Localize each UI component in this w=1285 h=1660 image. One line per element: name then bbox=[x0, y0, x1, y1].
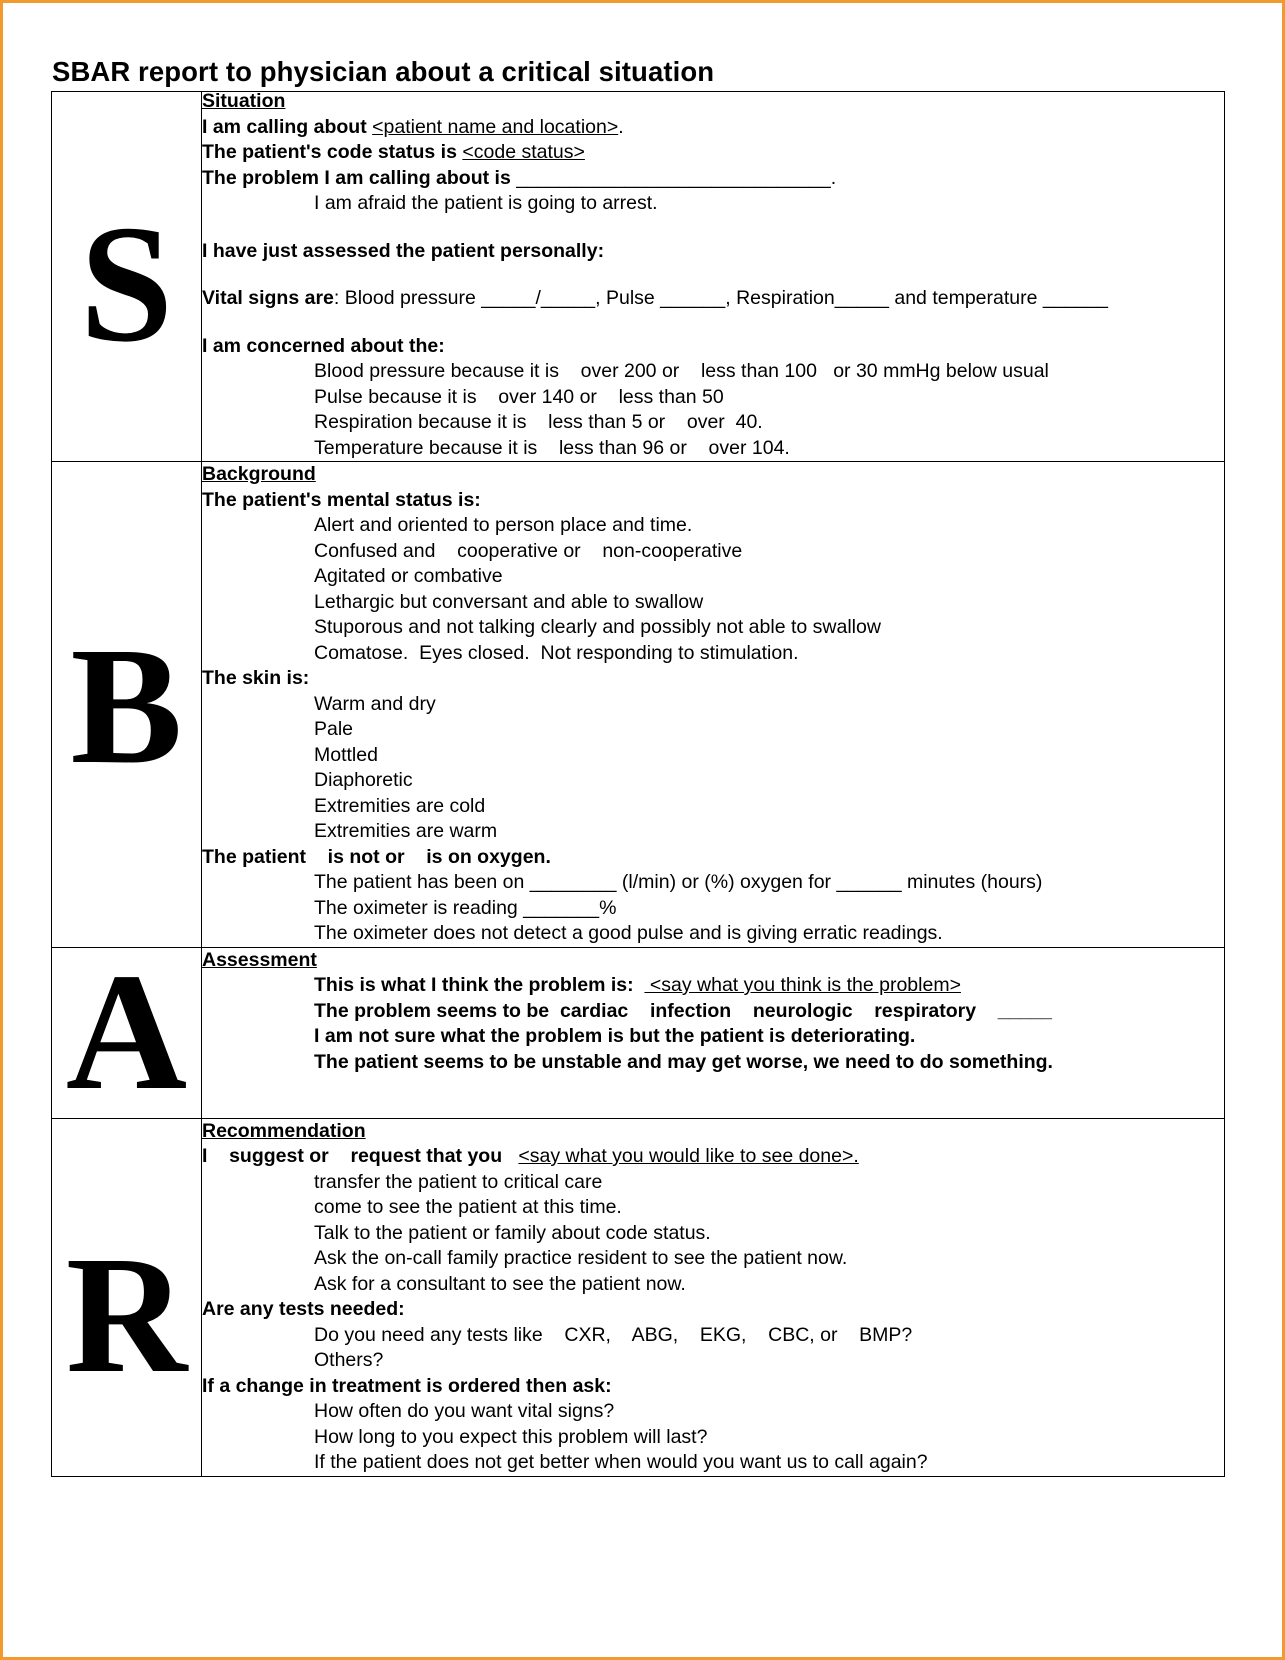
suggestion-item: Talk to the patient or family about code status. bbox=[314, 1221, 711, 1244]
mental-status-option: Agitated or combative bbox=[314, 565, 503, 587]
recommendation-row bbox=[52, 1118, 1225, 1476]
recommendation-content bbox=[202, 1118, 1225, 1476]
mental-status-label: The patient's mental status is: bbox=[202, 488, 481, 511]
change-label: If a change in treatment is ordered then ask: bbox=[202, 1374, 612, 1397]
tests-item: Do you need any tests like CXR, ABG, EKG, CBC, or BMP? bbox=[314, 1323, 913, 1346]
situation-row bbox=[52, 92, 1225, 462]
skin-option: Mottled bbox=[314, 743, 378, 766]
oxygen-line: The oximeter is reading _______% bbox=[314, 896, 617, 919]
vital-signs-blanks: : Blood pressure _____/_____, Pulse ______, Respiration_____ and temperature ______ bbox=[333, 287, 1108, 309]
suggest-blank: <say what you would like to see done>. bbox=[518, 1145, 859, 1167]
situation-letter-cell bbox=[52, 92, 202, 462]
vital-signs-line bbox=[202, 286, 1224, 312]
concern-item: Pulse because it is over 140 or less than 50 bbox=[314, 385, 724, 408]
assessment-content bbox=[202, 947, 1225, 1118]
mental-status-option: Confused and cooperative or non-cooperative bbox=[314, 539, 743, 562]
recommendation-letter: R bbox=[65, 1221, 188, 1408]
skin-option: Extremities are cold bbox=[314, 794, 486, 817]
skin-label: The skin is: bbox=[202, 667, 310, 689]
code-status-line: The patient's code status is <code status> bbox=[202, 141, 585, 163]
unstable-line: The patient seems to be unstable and may get worse, we need to do something. bbox=[314, 1050, 1053, 1073]
situation-letter: S bbox=[79, 191, 174, 377]
seems-line: The problem seems to be cardiac infection neurologic respiratory _____ bbox=[314, 999, 1052, 1022]
problem-line: The problem I am calling about is _____________________________. bbox=[202, 166, 837, 189]
seems-blank: _____ bbox=[997, 999, 1052, 1022]
concern-item: Blood pressure because it is over 200 or less than 100 or 30 mmHg below usual bbox=[314, 360, 1049, 382]
oxygen-line: The patient has been on ________ (l/min) or (%) oxygen for ______ minutes (hours) bbox=[314, 871, 1043, 893]
background-row bbox=[52, 462, 1225, 948]
situation-content bbox=[202, 92, 1225, 462]
page-title: SBAR report to physician about a critical situation bbox=[52, 56, 715, 87]
concern-item: Respiration because it is less than 5 or over 40. bbox=[314, 411, 763, 433]
change-question: How long to you expect this problem will last? bbox=[314, 1425, 708, 1448]
skin-option: Warm and dry bbox=[314, 692, 436, 715]
recommendation-letter-cell bbox=[52, 1118, 202, 1476]
suggestion-item: come to see the patient at this time. bbox=[314, 1196, 622, 1218]
concerned-line: I am concerned about the: bbox=[202, 334, 445, 357]
suggestion-item: transfer the patient to critical care bbox=[314, 1170, 603, 1193]
think-blank: <say what you think is the problem> bbox=[644, 974, 961, 996]
change-question: If the patient does not get better when would you want us to call again? bbox=[314, 1451, 928, 1473]
oxygen-label: The patient is not or is on oxygen. bbox=[202, 845, 551, 868]
sbar-table bbox=[51, 91, 1225, 1477]
situation-heading: Situation bbox=[202, 90, 286, 112]
background-letter-cell bbox=[52, 462, 202, 948]
tests-item: Others? bbox=[314, 1349, 384, 1371]
not-sure-line: I am not sure what the problem is but the patient is deteriorating. bbox=[314, 1025, 916, 1047]
background-letter: B bbox=[70, 613, 183, 799]
skin-option: Diaphoretic bbox=[314, 769, 413, 791]
assessment-letter: A bbox=[65, 938, 188, 1125]
think-line: This is what I think the problem is: <say what you think is the problem> bbox=[314, 974, 961, 996]
suggest-line: I suggest or request that you <say what you would like to see done>. bbox=[202, 1145, 859, 1167]
suggestion-item: Ask the on-call family practice resident to see the patient now. bbox=[314, 1247, 848, 1269]
background-heading: Background bbox=[202, 463, 316, 485]
tests-label: Are any tests needed: bbox=[202, 1298, 405, 1320]
mental-status-option: Comatose. Eyes closed. Not responding to stimulation. bbox=[314, 641, 799, 664]
skin-option: Extremities are warm bbox=[314, 820, 498, 842]
calling-about-line: I am calling about <patient name and location>. bbox=[202, 115, 624, 138]
recommendation-heading: Recommendation bbox=[202, 1119, 366, 1142]
change-question: How often do you want vital signs? bbox=[314, 1400, 615, 1422]
patient-name-blank: <patient name and location> bbox=[372, 115, 619, 138]
mental-status-option: Alert and oriented to person place and time. bbox=[314, 514, 693, 536]
concern-item: Temperature because it is less than 96 or over 104. bbox=[314, 436, 790, 459]
assessment-letter-cell bbox=[52, 938, 202, 1125]
skin-option: Pale bbox=[314, 718, 354, 740]
oxygen-line: The oximeter does not detect a good pulse and is giving erratic readings. bbox=[314, 922, 943, 944]
background-content bbox=[202, 462, 1225, 948]
assessment-heading: Assessment bbox=[202, 948, 317, 971]
suggestion-item: Ask for a consultant to see the patient now. bbox=[314, 1272, 686, 1295]
assessed-line: I have just assessed the patient personally: bbox=[202, 239, 605, 262]
problem-blank: _____________________________. bbox=[516, 166, 837, 189]
assessment-row bbox=[52, 947, 1225, 1118]
mental-status-option: Stuporous and not talking clearly and possibly not able to swallow bbox=[314, 616, 881, 638]
afraid-line: I am afraid the patient is going to arrest. bbox=[314, 192, 658, 214]
code-status-blank: <code status> bbox=[462, 141, 585, 163]
vital-signs-label: Vital signs are bbox=[202, 287, 334, 309]
mental-status-option: Lethargic but conversant and able to swallow bbox=[314, 590, 704, 613]
